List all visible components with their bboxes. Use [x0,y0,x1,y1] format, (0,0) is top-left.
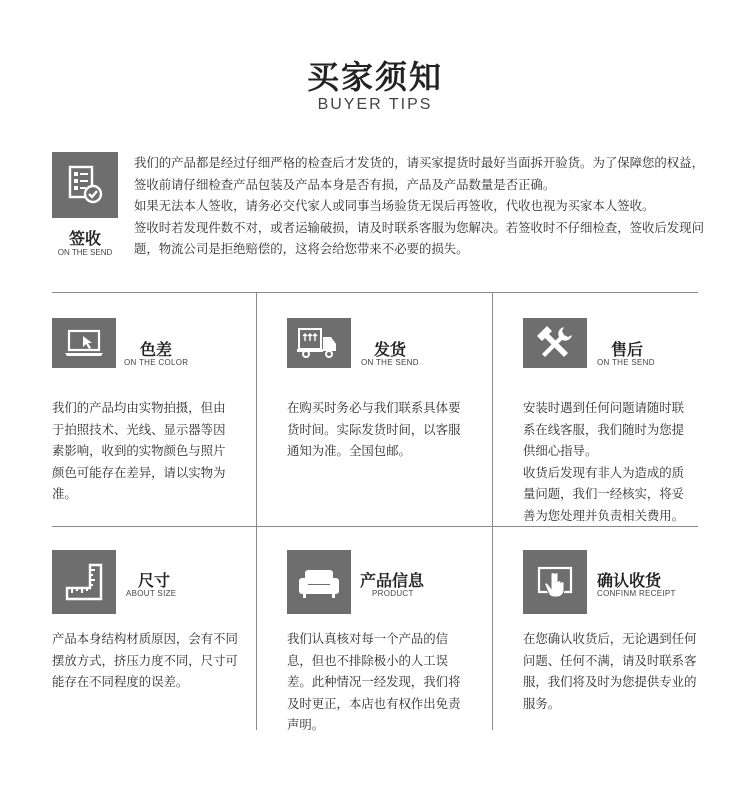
tip-cell-color [52,318,232,518]
tip-paragraph: 我们的产品均由实物拍摄，但由于拍照技术、光线、显示器等因素影响，收到的实物颜色与照片颜色可能存在差异，请以实物为准。 [52,400,226,501]
tip-title: 售后 [611,340,644,359]
sign-icon-box [52,152,118,218]
sign-paragraph: 我们的产品都是经过仔细严格的检查后才发货的，请买家提货时最好当面拆开验货。为了保障您的权益，签收前请仔细检查产品包装及产品本身是否有损，产品及产品数量是否正确。 [134,155,704,192]
tip-text [287,628,463,736]
page-title: 买家须知 [306,58,443,96]
tools-icon [533,323,577,363]
grid-line-vertical-2 [492,292,493,730]
grid-line-vertical-1 [256,292,257,730]
tip-title: 发货 [374,340,407,359]
tip-icon-box [287,550,351,614]
tip-cell-after-sales [523,318,703,523]
touch-screen-icon [533,560,577,604]
tip-icon-box [523,550,587,614]
delivery-truck-icon [294,325,344,361]
laptop-cursor-icon [61,325,107,361]
checklist-icon [63,163,107,207]
ruler-icon [62,560,106,604]
tip-paragraph: 安装时遇到任何问题请随时联系在线客服，我们随时为您提供细心指导。 [523,400,685,458]
tip-text [287,397,463,462]
tip-text [52,397,226,505]
tip-text [523,397,695,526]
tip-subtitle: ON THE SEND [597,358,655,367]
grid-line-middle [52,526,698,527]
tip-title: 产品信息 [360,571,425,590]
page-subtitle: BUYER TIPS [317,96,433,113]
tip-title: 确认收货 [597,571,662,590]
tip-paragraph: 收货后发现有非人为造成的质量问题，我们一经核实，将妥善为您处理并负责相关费用。 [523,464,685,523]
sofa-icon [295,562,343,602]
tip-text [52,628,238,693]
sign-paragraph: 签收时若发现件数不对，或者运输破损，请及时联系客服为您解决。若签收时不仔细检查，签收后发现问题，物流公司是拒绝赔偿的，这将会给您带来不必要的损失。 [134,219,704,256]
sign-paragraph: 如果无法本人签收，请务必交代家人或同事当场验货无误后再签收，代收也视为买家本人签收。 [134,198,655,213]
tip-subtitle: ON THE COLOR [124,358,189,367]
tip-title: 色差 [140,340,173,359]
tip-cell-product [287,550,467,730]
tip-subtitle: ON THE SEND [361,358,419,367]
tip-paragraph: 我们认真核对每一个产品的信息，但也不排除极小的人工误差。此种情况一经发现，我们将及时更正，本店也有权作出免责声明。 [287,631,461,732]
tip-title: 尺寸 [138,571,171,590]
tip-icon-box [523,318,587,368]
tip-paragraph: 在您确认收货后，无论遇到任何问题、任何不满，请及时联系客服，我们将及时为您提供专业的服务。 [523,631,697,711]
tip-subtitle: CONFINM RECEIPT [597,589,676,598]
tip-icon-box [287,318,351,368]
tip-paragraph: 产品本身结构材质原因，会有不同摆放方式，挤压力度不同，尺寸可能存在不同程度的误差。 [52,631,238,689]
grid-line-top [52,292,698,293]
tip-subtitle: ABOUT SIZE [126,589,177,598]
tip-paragraph: 在购买时务必与我们联系具体要货时间。实际发货时间，以客服通知为准。全国包邮。 [287,400,461,458]
tip-cell-shipping [287,318,467,518]
tip-subtitle: PRODUCT [372,589,414,598]
tip-cell-size [52,550,242,730]
tip-text [523,628,699,714]
sign-description [134,152,709,260]
tip-icon-box [52,550,116,614]
tip-icon-box [52,318,116,368]
sign-sublabel: ON THE SEND [57,248,113,257]
sign-label: 签收 [68,229,101,248]
tip-cell-receipt [523,550,703,730]
